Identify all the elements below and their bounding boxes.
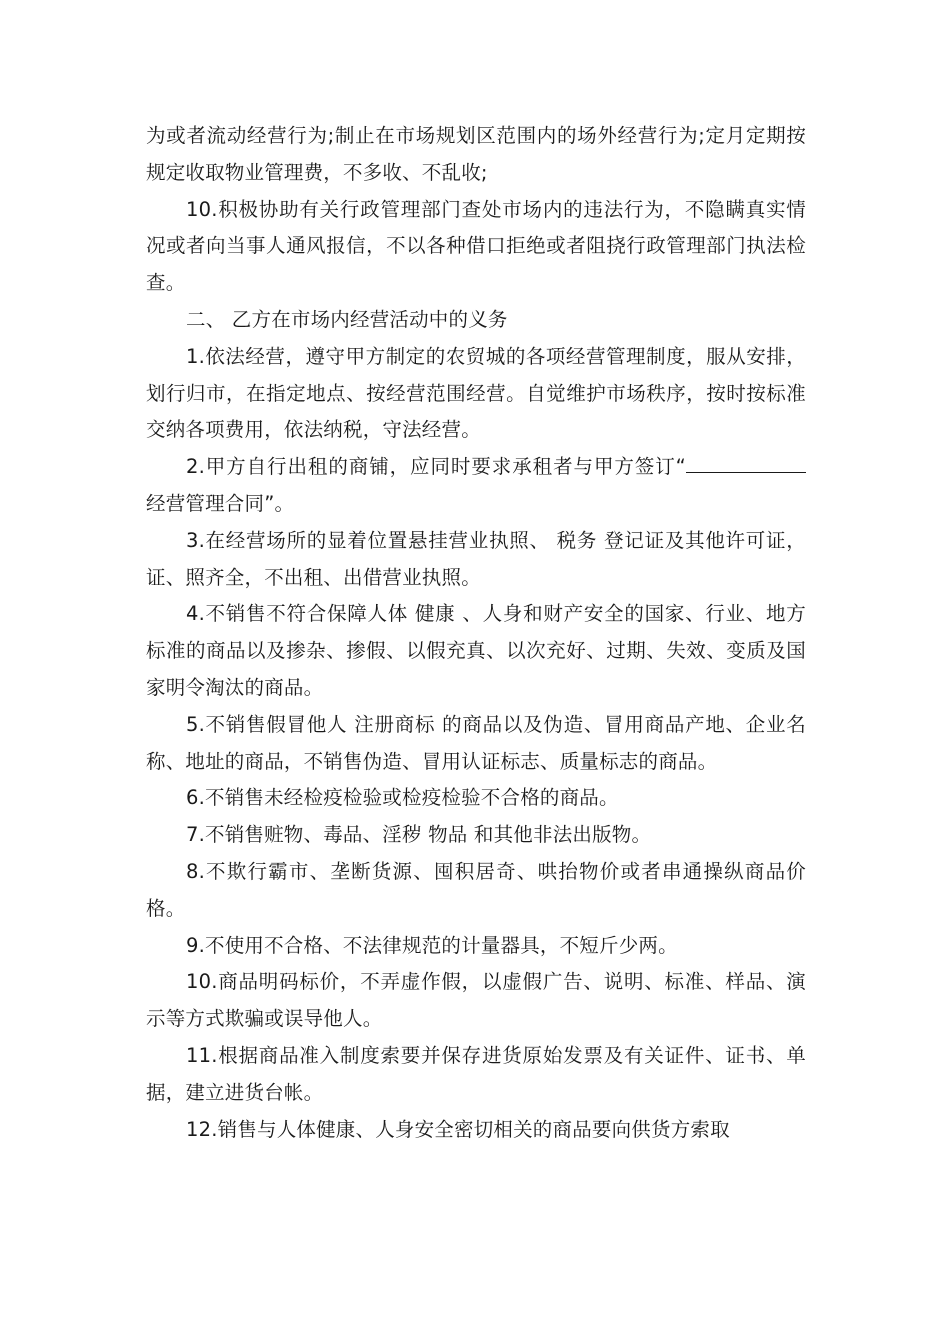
party-b-item-11: 11.根据商品准入制度索要并保存进货原始发票及有关证件、证书、单据，建立进货台帐。	[146, 1043, 806, 1104]
party-a-item-10: 10.积极协助有关行政管理部门查处市场内的违法行为，不隐瞒真实情况或者向当事人通风报信，不以各种借口拒绝或者阻挠行政管理部门执法检查。	[146, 197, 806, 295]
document-page	[146, 118, 806, 1148]
party-b-item-1: 1.依法经营，遵守甲方制定的农贸城的各项经营管理制度，服从安排，划行归市，在指定地点、按经营范围经营。自觉维护市场秩序，按时按标准交纳各项费用，依法纳税，守法经营。	[146, 344, 806, 442]
item-2-text-before: 2.甲方自行出租的商铺，应同时要求承租者与甲方签订“	[186, 455, 686, 479]
party-b-item-2	[146, 449, 806, 523]
blank-line	[686, 454, 746, 473]
party-b-item-3: 3.在经营场所的显着位置悬挂营业执照、 税务 登记证及其他许可证，证、照齐全，不出租、出借营业执照。	[146, 528, 806, 589]
party-b-item-4: 4.不销售不符合保障人体 健康 、人身和财产安全的国家、行业、地方标准的商品以及掺杂、掺假、以假充真、以次充好、过期、失效、变质及国家明令淘汰的商品。	[146, 602, 806, 699]
party-b-item-6: 6.不销售未经检疫检验或检疫检验不合格的商品。	[186, 786, 619, 810]
party-b-item-12: 12.销售与人体健康、人身安全密切相关的商品要向供货方索取	[186, 1117, 730, 1141]
party-b-item-9: 9.不使用不合格、不法律规范的计量器具，不短斤少两。	[186, 933, 678, 957]
party-b-item-10: 10.商品明码标价，不弄虚作假，以虚假广告、说明、标准、样品、演示等方式欺骗或误导他人。	[146, 970, 806, 1031]
item-2-text-after: 经营管理合同”。	[146, 491, 295, 515]
section-heading: 二、 乙方在市场内经营活动中的义务	[186, 307, 508, 331]
continuation-paragraph: 为或者流动经营行为;制止在市场规划区范围内的场外经营行为;定月定期按规定收取物业管理费，不多收、不乱收;	[146, 124, 806, 184]
party-b-item-8: 8.不欺行霸市、垄断货源、囤积居奇、哄抬物价或者串通操纵商品价格。	[146, 859, 806, 920]
party-b-item-5: 5.不销售假冒他人 注册商标 的商品以及伪造、冒用商品产地、企业名称、地址的商品，不销售伪造、冒用认证标志、质量标志的商品。	[146, 712, 806, 773]
party-b-item-7: 7.不销售赃物、毒品、淫秽 物品 和其他非法出版物。	[186, 823, 652, 847]
blank-line	[746, 454, 806, 473]
